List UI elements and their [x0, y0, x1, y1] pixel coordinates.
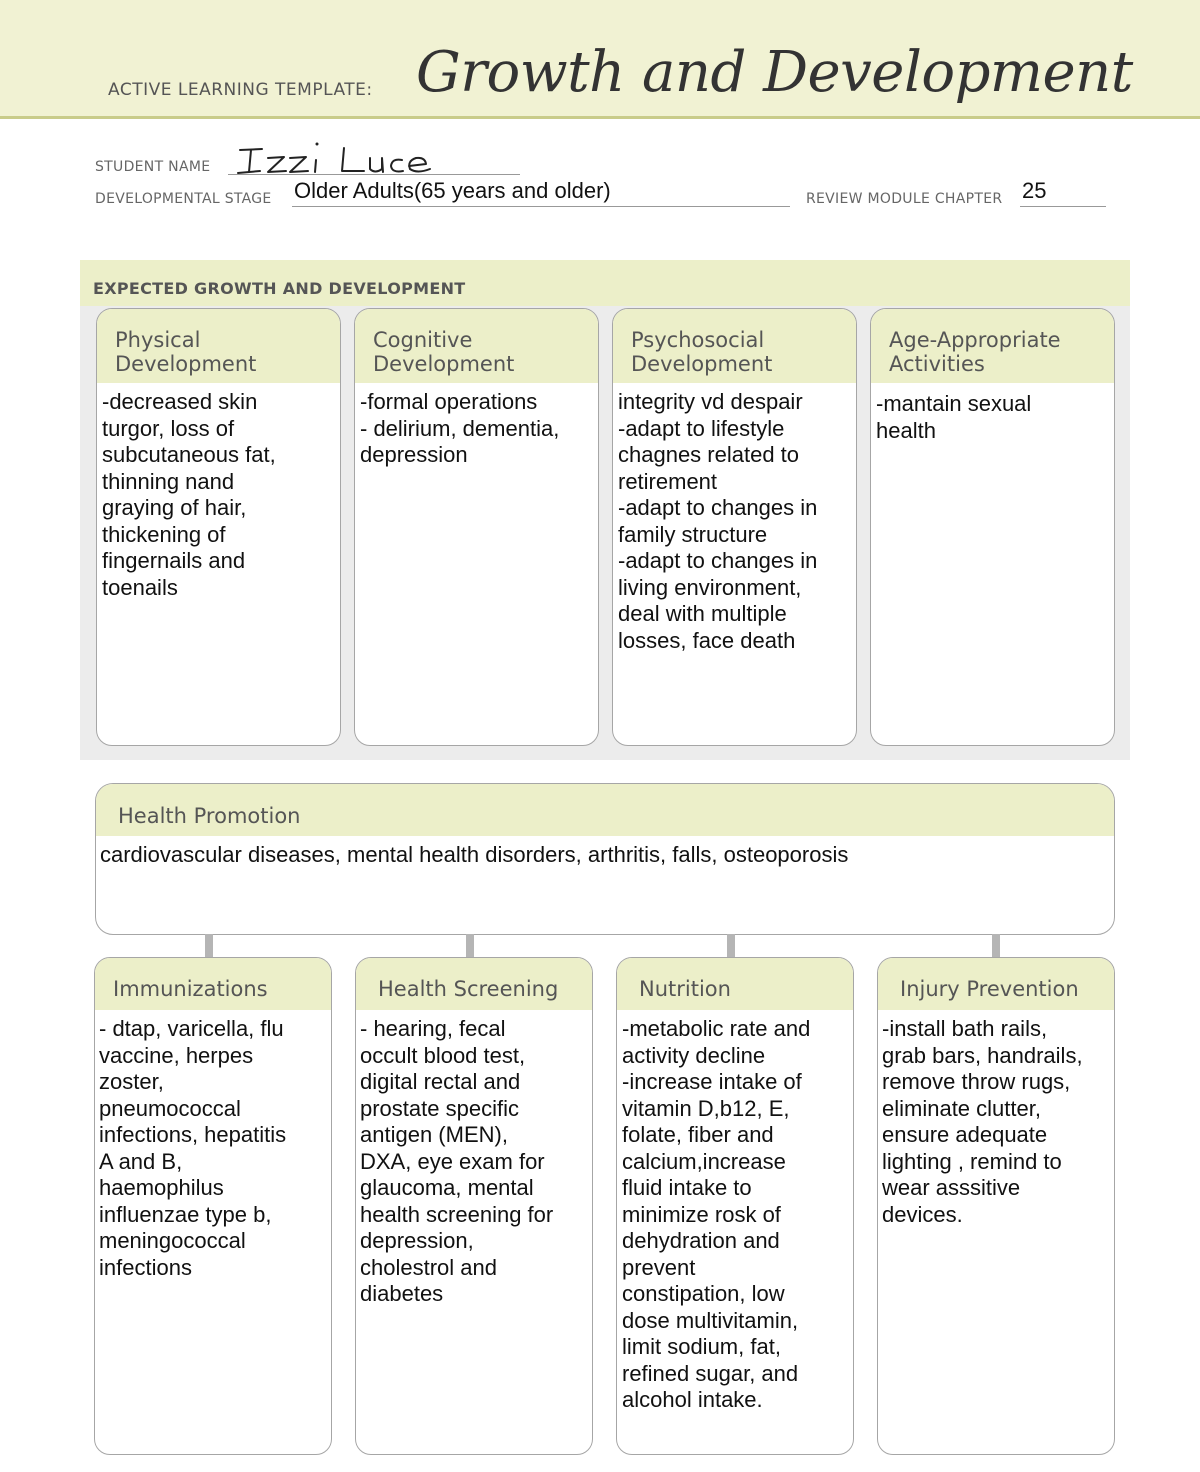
age-appropriate-activities-text[interactable]: -mantain sexual health: [876, 391, 1032, 443]
nutrition-card: [616, 957, 854, 1455]
injury-prevention-card: [877, 957, 1115, 1455]
health-promotion-card: [95, 783, 1115, 935]
injury-prevention-heading: Injury Prevention: [878, 958, 1114, 1010]
connector-health-screening: [466, 934, 474, 958]
student-name-label: STUDENT NAME: [95, 159, 211, 175]
connector-immunizations: [205, 934, 213, 958]
review-module-chapter-line: [1020, 206, 1106, 207]
nutrition-heading: Nutrition: [617, 958, 853, 1010]
developmental-stage-line: [292, 206, 790, 207]
physical-development-card: [96, 308, 341, 746]
review-module-chapter-value[interactable]: 25: [1022, 178, 1047, 203]
template-header: [0, 0, 1200, 119]
connector-nutrition: [727, 934, 735, 958]
connector-injury-prevention: [992, 934, 1000, 958]
health-screening-heading: Health Screening: [356, 958, 592, 1010]
immunizations-card: [94, 957, 332, 1455]
developmental-stage-value[interactable]: Older Adults(65 years and older): [294, 178, 611, 203]
psychosocial-development-heading: Psychosocial Development: [613, 309, 856, 383]
cognitive-development-text[interactable]: -formal operations - delirium, dementia, depression: [360, 389, 560, 467]
immunizations-heading: Immunizations: [95, 958, 331, 1010]
age-appropriate-activities-card: [870, 308, 1115, 746]
physical-development-heading: Physical Development: [97, 309, 340, 383]
physical-development-text[interactable]: -decreased skin turgor, loss of subcutaneous fat, thinning nand graying of hair, thickening of fingernails and toenails: [102, 389, 276, 600]
immunizations-text[interactable]: - dtap, varicella, flu vaccine, herpes zoster, pneumococcal infections, hepatitis A and B, haemophilus influenzae type b, meningococcal infections: [99, 1016, 287, 1280]
expected-growth-band: [80, 260, 1130, 306]
page-title: Growth and Development: [416, 40, 1133, 105]
cognitive-development-card: [354, 308, 599, 746]
health-screening-text[interactable]: - hearing, fecal occult blood test, digital rectal and prostate specific antigen (MEN), DXA, eye exam for glaucoma, mental health screening for depression, cholestrol and diabetes: [360, 1016, 554, 1306]
psychosocial-development-card: [612, 308, 857, 746]
student-name-signature[interactable]: [232, 138, 442, 180]
nutrition-text[interactable]: -metabolic rate and activity decline -increase intake of vitamin D,b12, E, folate, fiber and calcium,increase fluid intake to minimize rosk of dehydration and prevent constipation, low dose multivitamin, limit sodium, fat, refined sugar, and alcohol intake.: [622, 1016, 811, 1412]
psychosocial-development-text[interactable]: integrity vd despair -adapt to lifestyle chagnes related to retirement -adapt to changes in family structure -adapt to changes in living environment, deal with multiple losses, face death: [618, 389, 818, 653]
cognitive-development-heading: Cognitive Development: [355, 309, 598, 383]
review-module-chapter-label: REVIEW MODULE CHAPTER: [806, 191, 1003, 207]
section-title: EXPECTED GROWTH AND DEVELOPMENT: [93, 279, 466, 298]
injury-prevention-text[interactable]: -install bath rails, grab bars, handrails, remove throw rugs, eliminate clutter, ensure adequate lighting , remind to wear asssitive devices.: [882, 1016, 1083, 1227]
health-screening-card: [355, 957, 593, 1455]
age-appropriate-activities-heading: Age-Appropriate Activities: [871, 309, 1114, 383]
template-label: ACTIVE LEARNING TEMPLATE:: [108, 80, 373, 100]
developmental-stage-label: DEVELOPMENTAL STAGE: [95, 191, 272, 207]
health-promotion-heading: Health Promotion: [96, 784, 1114, 836]
health-promotion-text[interactable]: cardiovascular diseases, mental health disorders, arthritis, falls, osteoporosis: [100, 842, 849, 867]
